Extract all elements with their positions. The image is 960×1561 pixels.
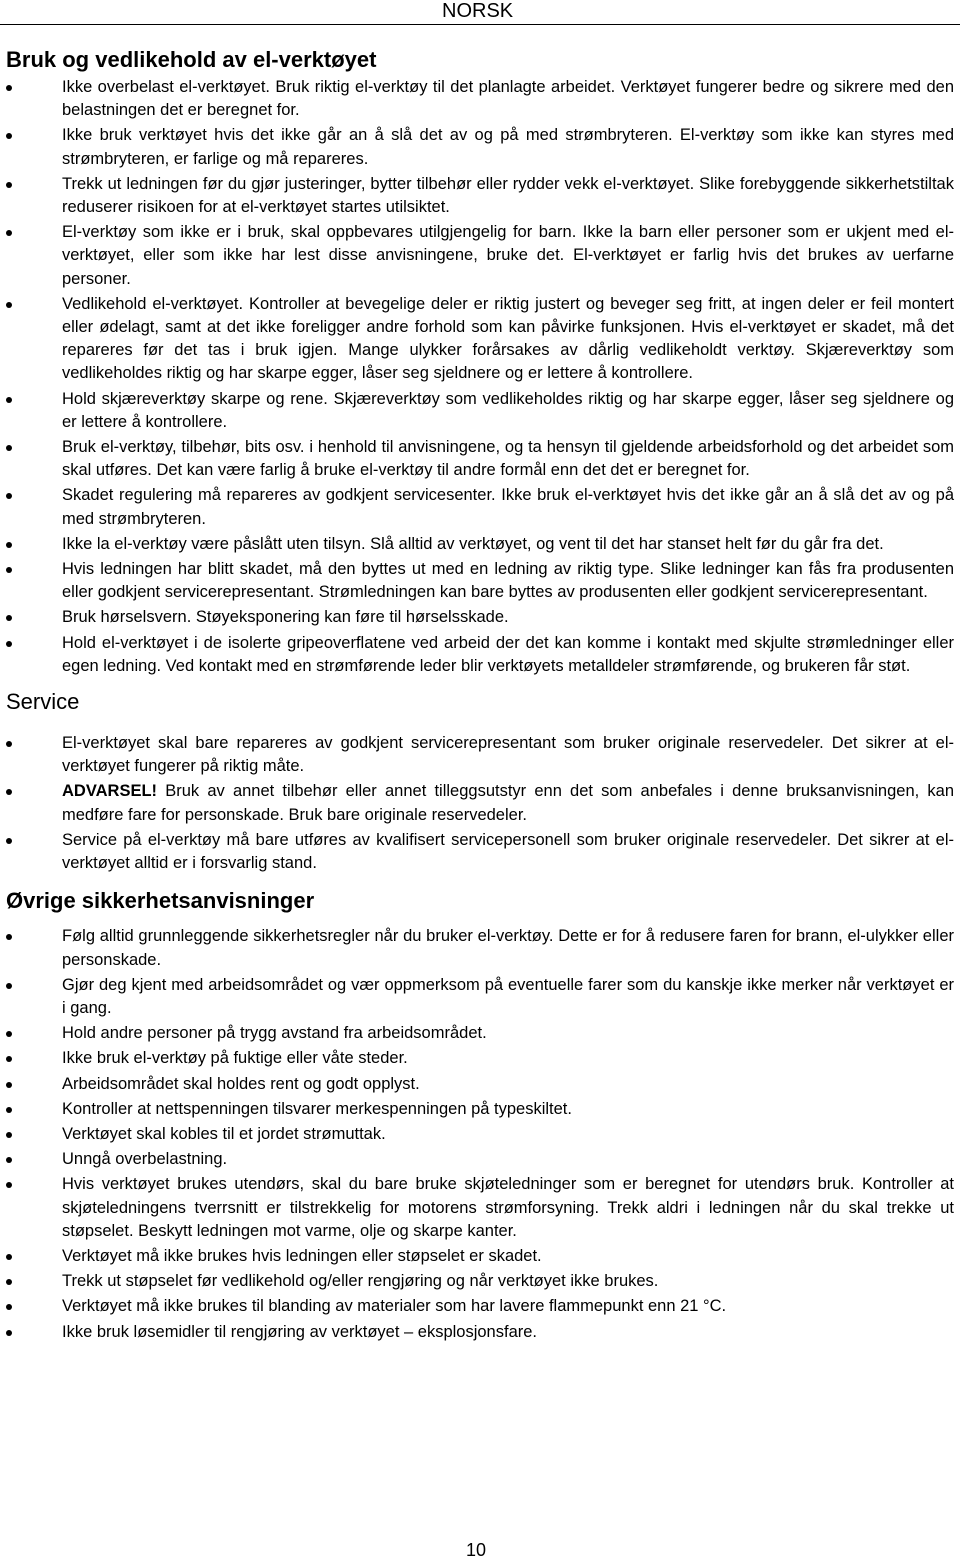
bullet-icon <box>6 567 12 573</box>
bullet-icon <box>6 1304 12 1310</box>
bullet-icon <box>6 445 12 451</box>
list-item-text: Ikke la el-verktøy være påslått uten tilsyn. Slå alltid av verktøyet, og vent til det har stanset helt før du går fra det. <box>62 534 884 553</box>
bullet-icon <box>6 1279 12 1285</box>
list-item <box>6 436 954 482</box>
bullet-icon <box>6 1182 12 1188</box>
bullet-icon <box>6 1254 12 1260</box>
list-item-text: Hvis verktøyet brukes utendørs, skal du bare bruke skjøteledninger som er beregnet for utendørs bruk. Kontroller at skjøteledningens tverrsnitt er tilstrekkelig for motorens strømforsyning. Trekk aldri i ledningen når du skal trekke ut støpselet. Beskytt ledningen mot varme, olje og skarpe kanter. <box>62 1175 954 1240</box>
list-item-text: Trekk ut ledningen før du gjør justeringer, bytter tilbehør eller rydder vekk el-verktøyet. Slike forebyggende sikkerhetstiltak reduserer risikoen for at el-verktøyet startes utilsiktet. <box>62 174 954 217</box>
list-item-text: Unngå overbelastning. <box>62 1150 228 1169</box>
list-item-text: Ikke overbelast el-verktøyet. Bruk riktig el-verktøy til det planlagte arbeidet. Verktøyet fungerer bedre og sikrere med den belastningen det er beregnet for. <box>62 78 954 120</box>
bullet-icon <box>6 397 12 403</box>
service-list <box>6 732 954 875</box>
bullet-icon <box>6 641 12 647</box>
list-item-text: Vedlikehold el-verktøyet. Kontroller at bevegelige deler er riktig justert og beveger seg fritt, at ingen deler er feil montert eller ødelagt, samt at det ikke foreligger andre forhold som kan påvirke funksjonen. Hvis el-verktøyet er skadet, må det repareres før det tas i bruk igjen. Mange ulykker forårsakes av dårlig vedlikeholdt verktøy. Skjæreverktøy som vedlikeholdes riktig og har skarpe egger, låser seg sjeldnere og er lettere å kontrollere. <box>62 294 954 383</box>
list-item <box>6 732 954 778</box>
header-divider <box>0 24 960 25</box>
list-item <box>6 974 954 1020</box>
list-item <box>6 1098 954 1121</box>
page-content <box>6 44 954 1346</box>
list-item <box>6 1270 954 1293</box>
section-title-usage-maintenance: Bruk og vedlikehold av el-verktøyet <box>6 47 377 72</box>
bullet-icon <box>6 741 12 747</box>
list-item <box>6 925 954 971</box>
list-item <box>6 1295 954 1318</box>
section-title-service: Service <box>6 689 80 715</box>
list-item <box>6 829 954 875</box>
list-item-text: Bruk hørselsvern. Støyeksponering kan føre til hørselsskade. <box>62 608 509 627</box>
list-item <box>6 533 954 556</box>
bullet-icon <box>6 934 12 940</box>
list-item <box>6 76 954 122</box>
bullet-icon <box>6 302 12 308</box>
bullet-icon <box>6 838 12 844</box>
list-item-text: Bruk av annet tilbehør eller annet tilleggsutstyr enn det som anbefales i denne bruksanvisningen, kan medføre fare for personskade. Bruk bare originale reservedeler. <box>62 782 954 824</box>
list-item-text: Verktøyet skal kobles til et jordet strømuttak. <box>62 1124 386 1143</box>
list-item-text: Hold el-verktøyet i de isolerte gripeoverflatene ved arbeid der det kan komme i kontakt med skjulte strømledninger eller egen ledning. Ved kontakt med en strømførende leder blir verktøyets metalldeler strømførende, og brukeren får støt. <box>62 633 954 675</box>
list-item <box>6 1022 954 1045</box>
list-item <box>6 1073 954 1096</box>
page-number: 10 <box>466 1540 487 1560</box>
bullet-icon <box>6 1330 12 1336</box>
list-item-text: Trekk ut støpselet før vedlikehold og/eller rengjøring og når verktøyet ikke brukes. <box>62 1272 659 1291</box>
list-item <box>6 293 954 386</box>
list-item-text: Gjør deg kjent med arbeidsområdet og vær oppmerksom på eventuelle farer som du kanskje ikke merker når verktøyet er i gang. <box>62 975 954 1017</box>
bullet-icon <box>6 1132 12 1138</box>
list-item-text: Hold skjæreverktøy skarpe og rene. Skjæreverktøy som vedlikeholdes riktig og har skarpe egger, låser seg sjeldnere og er lettere å kontrollere. <box>62 389 954 431</box>
bullet-icon <box>6 182 12 188</box>
list-item-text: Ikke bruk løsemidler til rengjøring av verktøyet – eksplosjonsfare. <box>62 1322 538 1341</box>
list-item-text: El-verktøy som ikke er i bruk, skal oppbevares utilgjengelig for barn. Ikke la barn eller personer som er ukjent med el-verktøyet, eller som ikke har lest disse anvisningene, bruke det. El-verktøyet er farlig hvis det brukes av uerfarne personer. <box>62 223 954 288</box>
bullet-icon <box>6 615 12 621</box>
bullet-icon <box>6 493 12 499</box>
list-item <box>6 221 954 291</box>
bullet-icon <box>6 983 12 989</box>
list-item-text: Ikke bruk el-verktøy på fuktige eller våte steder. <box>62 1049 408 1068</box>
list-item-text: Verktøyet må ikke brukes hvis ledningen eller støpselet er skadet. <box>62 1246 542 1265</box>
other-safety-list <box>6 925 954 1343</box>
list-item-text: Bruk el-verktøy, tilbehør, bits osv. i henhold til anvisningene, og ta hensyn til gjeldende arbeidsforhold og det arbeidet som skal utføres. Det kan være farlig å bruke el-verktøy til andre formål enn det det er beregnet for. <box>62 438 954 480</box>
bullet-icon <box>6 542 12 548</box>
bullet-icon <box>6 789 12 795</box>
list-item-text: Ikke bruk verktøyet hvis det ikke går an å slå det av og på med strømbryteren. El-verktøy som ikke kan styres med strømbryteren, er farlige og må repareres. <box>62 126 954 168</box>
bullet-icon <box>6 230 12 236</box>
list-item <box>6 1245 954 1268</box>
list-item <box>6 1148 954 1171</box>
list-item <box>6 1321 954 1344</box>
section-title-other-safety: Øvrige sikkerhetsanvisninger <box>6 888 315 914</box>
list-item-text: Kontroller at nettspenningen tilsvarer merkespenningen på typeskiltet. <box>62 1099 572 1118</box>
list-item-text: Verktøyet må ikke brukes til blanding av materialer som har lavere flammepunkt enn 21 °C. <box>62 1297 727 1316</box>
list-item-text: Hold andre personer på trygg avstand fra arbeidsområdet. <box>62 1024 487 1043</box>
list-item <box>6 1047 954 1070</box>
list-item <box>6 606 954 629</box>
list-item <box>6 632 954 678</box>
bullet-icon <box>6 85 12 91</box>
warning-label: ADVARSEL! <box>62 782 158 801</box>
list-item-text: Arbeidsområdet skal holdes rent og godt opplyst. <box>62 1074 420 1093</box>
list-item <box>6 173 954 219</box>
list-item-text: El-verktøyet skal bare repareres av godkjent servicerepresentant som bruker originale reservedeler. Det sikrer at el-verktøyet fungerer på riktig måte. <box>62 734 954 776</box>
list-item-text: Service på el-verktøy må bare utføres av kvalifisert servicepersonell som bruker originale reservedeler. Det sikrer at el-verktøyet alltid er i forsvarlig stand. <box>62 830 954 873</box>
usage-maintenance-list <box>6 76 954 678</box>
list-item <box>6 1173 954 1243</box>
bullet-icon <box>6 1031 12 1037</box>
list-item <box>6 558 954 604</box>
list-item <box>6 780 954 826</box>
bullet-icon <box>6 1157 12 1163</box>
language-label: NORSK <box>442 0 514 22</box>
bullet-icon <box>6 1056 12 1062</box>
list-item <box>6 1123 954 1146</box>
bullet-icon <box>6 133 12 139</box>
list-item <box>6 388 954 434</box>
list-item-text: Følg alltid grunnleggende sikkerhetsregler når du bruker el-verktøy. Dette er for å redusere faren for brann, el-ulykker eller personskade. <box>62 927 954 969</box>
list-item <box>6 484 954 530</box>
bullet-icon <box>6 1107 12 1113</box>
list-item-text: Hvis ledningen har blitt skadet, må den byttes ut med en ledning av riktig type. Slike ledninger kan fås fra produsenten eller godkjent servicerepresentant. Strømledningen kan bare byttes av produsenten eller godkjent servicerepresentant. <box>62 560 954 602</box>
list-item <box>6 124 954 170</box>
bullet-icon <box>6 1082 12 1088</box>
list-item-text: Skadet regulering må repareres av godkjent servicesenter. Ikke bruk el-verktøyet hvis det ikke går an å slå det av og på med strømbryteren. <box>62 486 954 528</box>
